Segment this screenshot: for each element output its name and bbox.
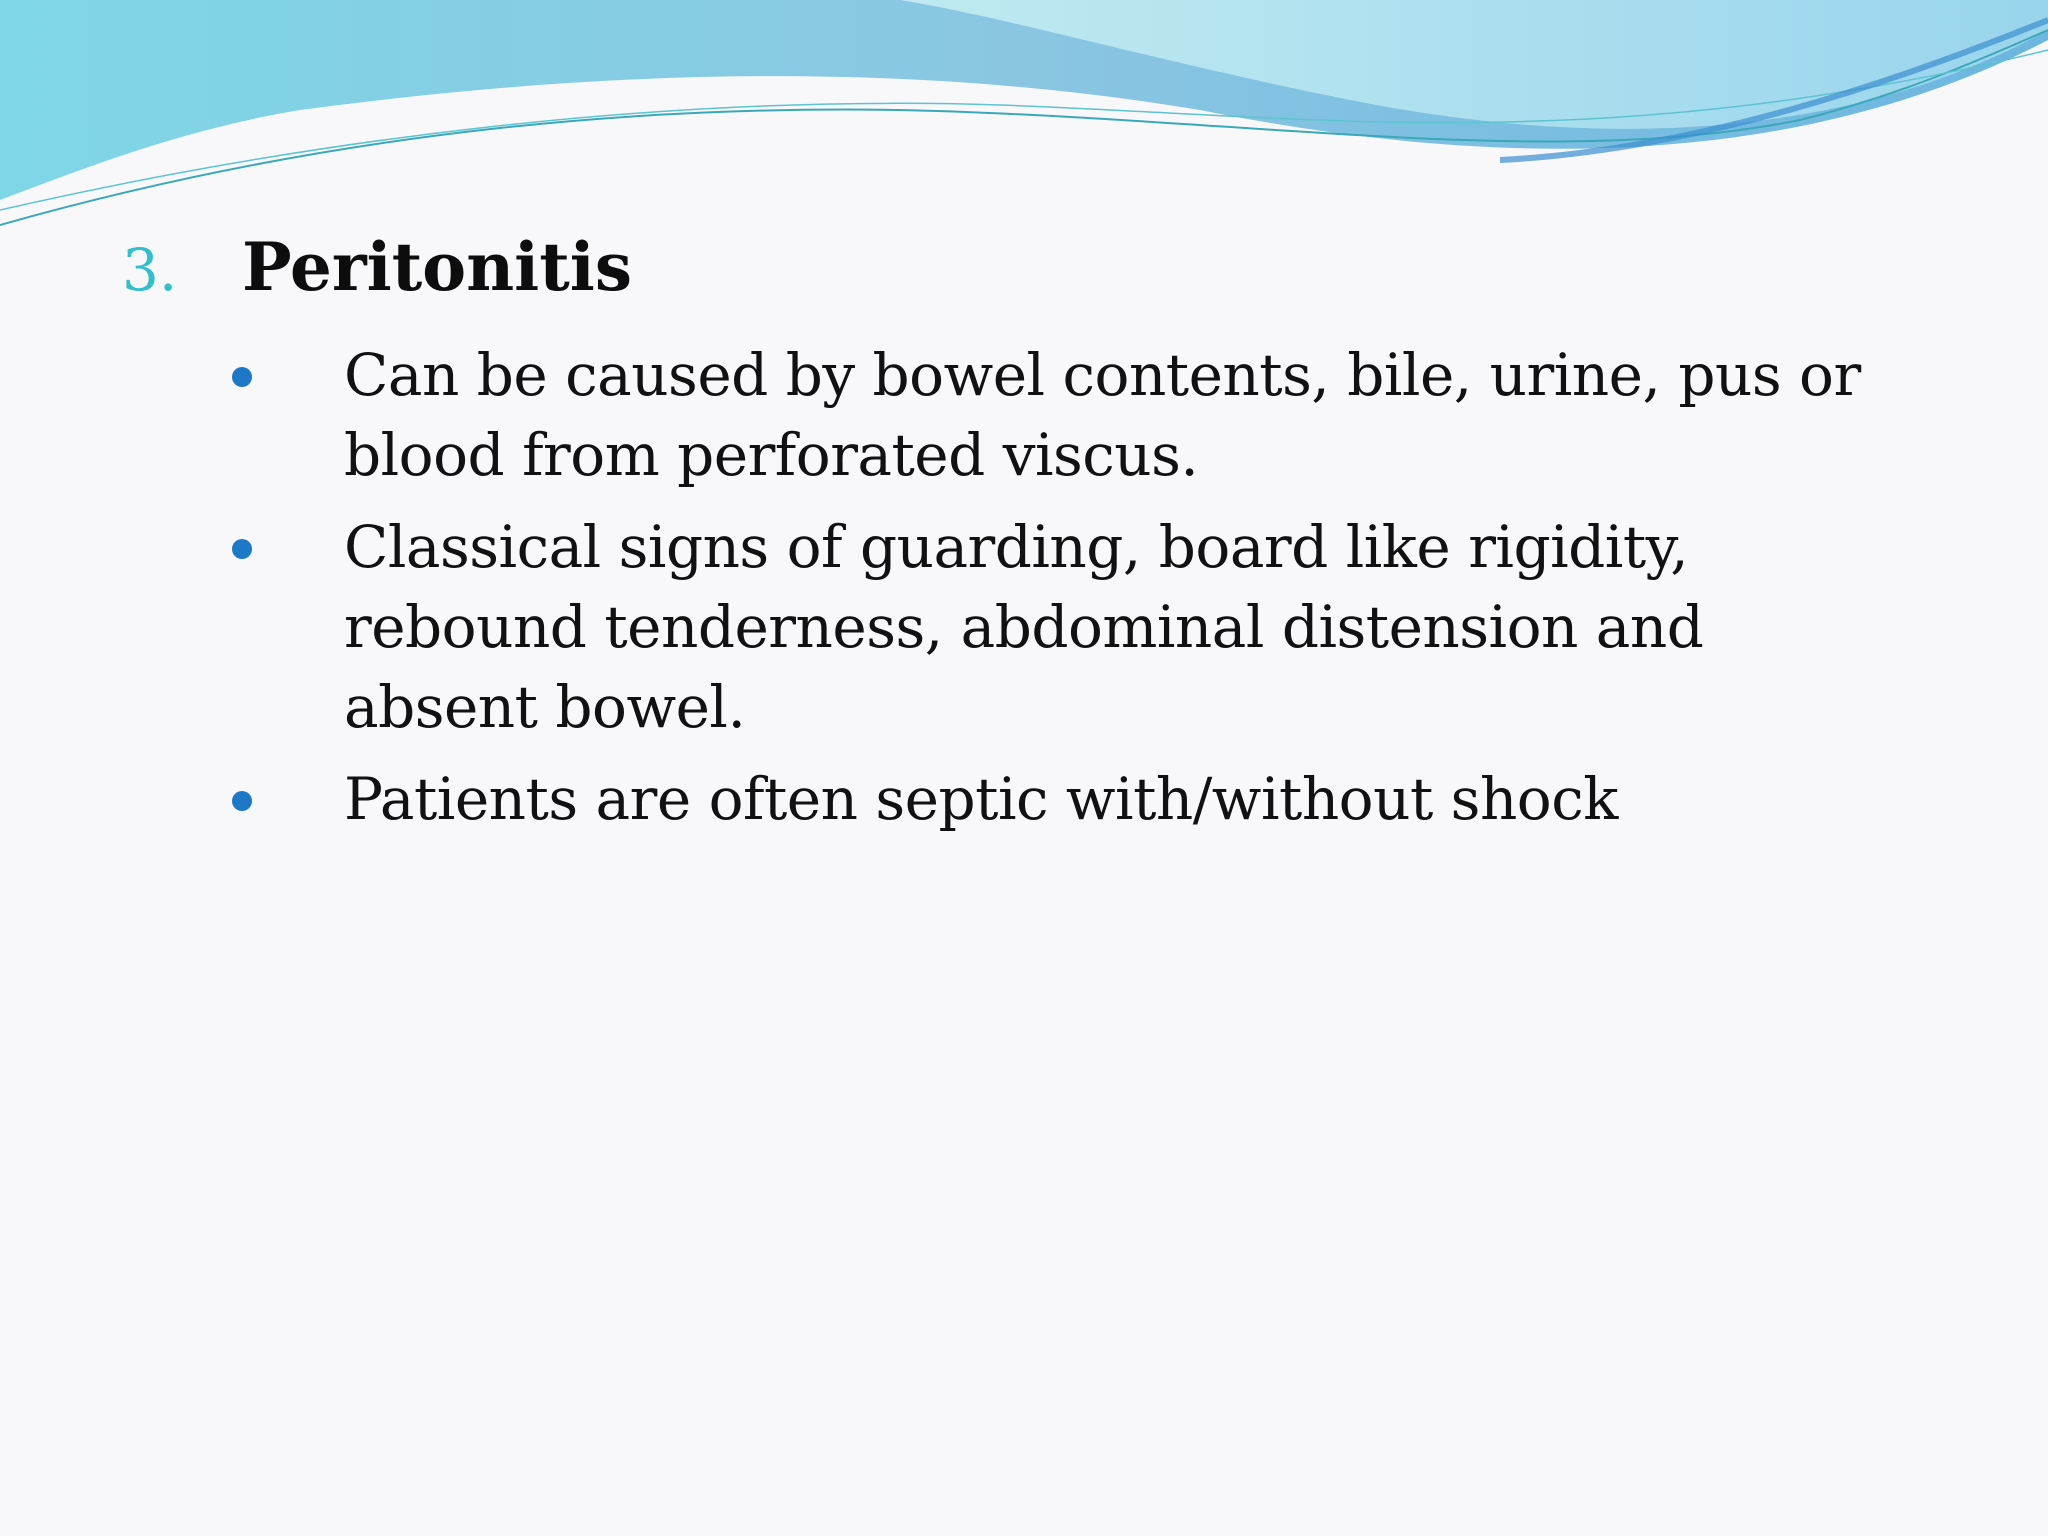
bullet-text: Patients are often septic with/without shock xyxy=(344,765,1618,833)
slide-heading xyxy=(122,228,632,318)
bullet-text: Can be caused by bowel contents, bile, urine, pus or blood from perforated viscus. xyxy=(344,341,1861,489)
bullet-dot-icon xyxy=(226,507,344,587)
bullet-item xyxy=(226,335,1876,495)
bullet-item xyxy=(226,759,1876,839)
bullet-item xyxy=(226,507,1876,747)
heading-number: 3. xyxy=(122,236,178,304)
bullet-text: Classical signs of guarding, board like rigidity, rebound tenderness, abdominal distension and absent bowel. xyxy=(344,513,1704,741)
bullet-dot-icon xyxy=(226,759,344,839)
bullet-list xyxy=(226,335,1876,851)
heading-title: Peritonitis xyxy=(242,228,632,306)
bullet-dot-icon xyxy=(226,335,344,415)
header-wave-banner xyxy=(0,0,2048,260)
